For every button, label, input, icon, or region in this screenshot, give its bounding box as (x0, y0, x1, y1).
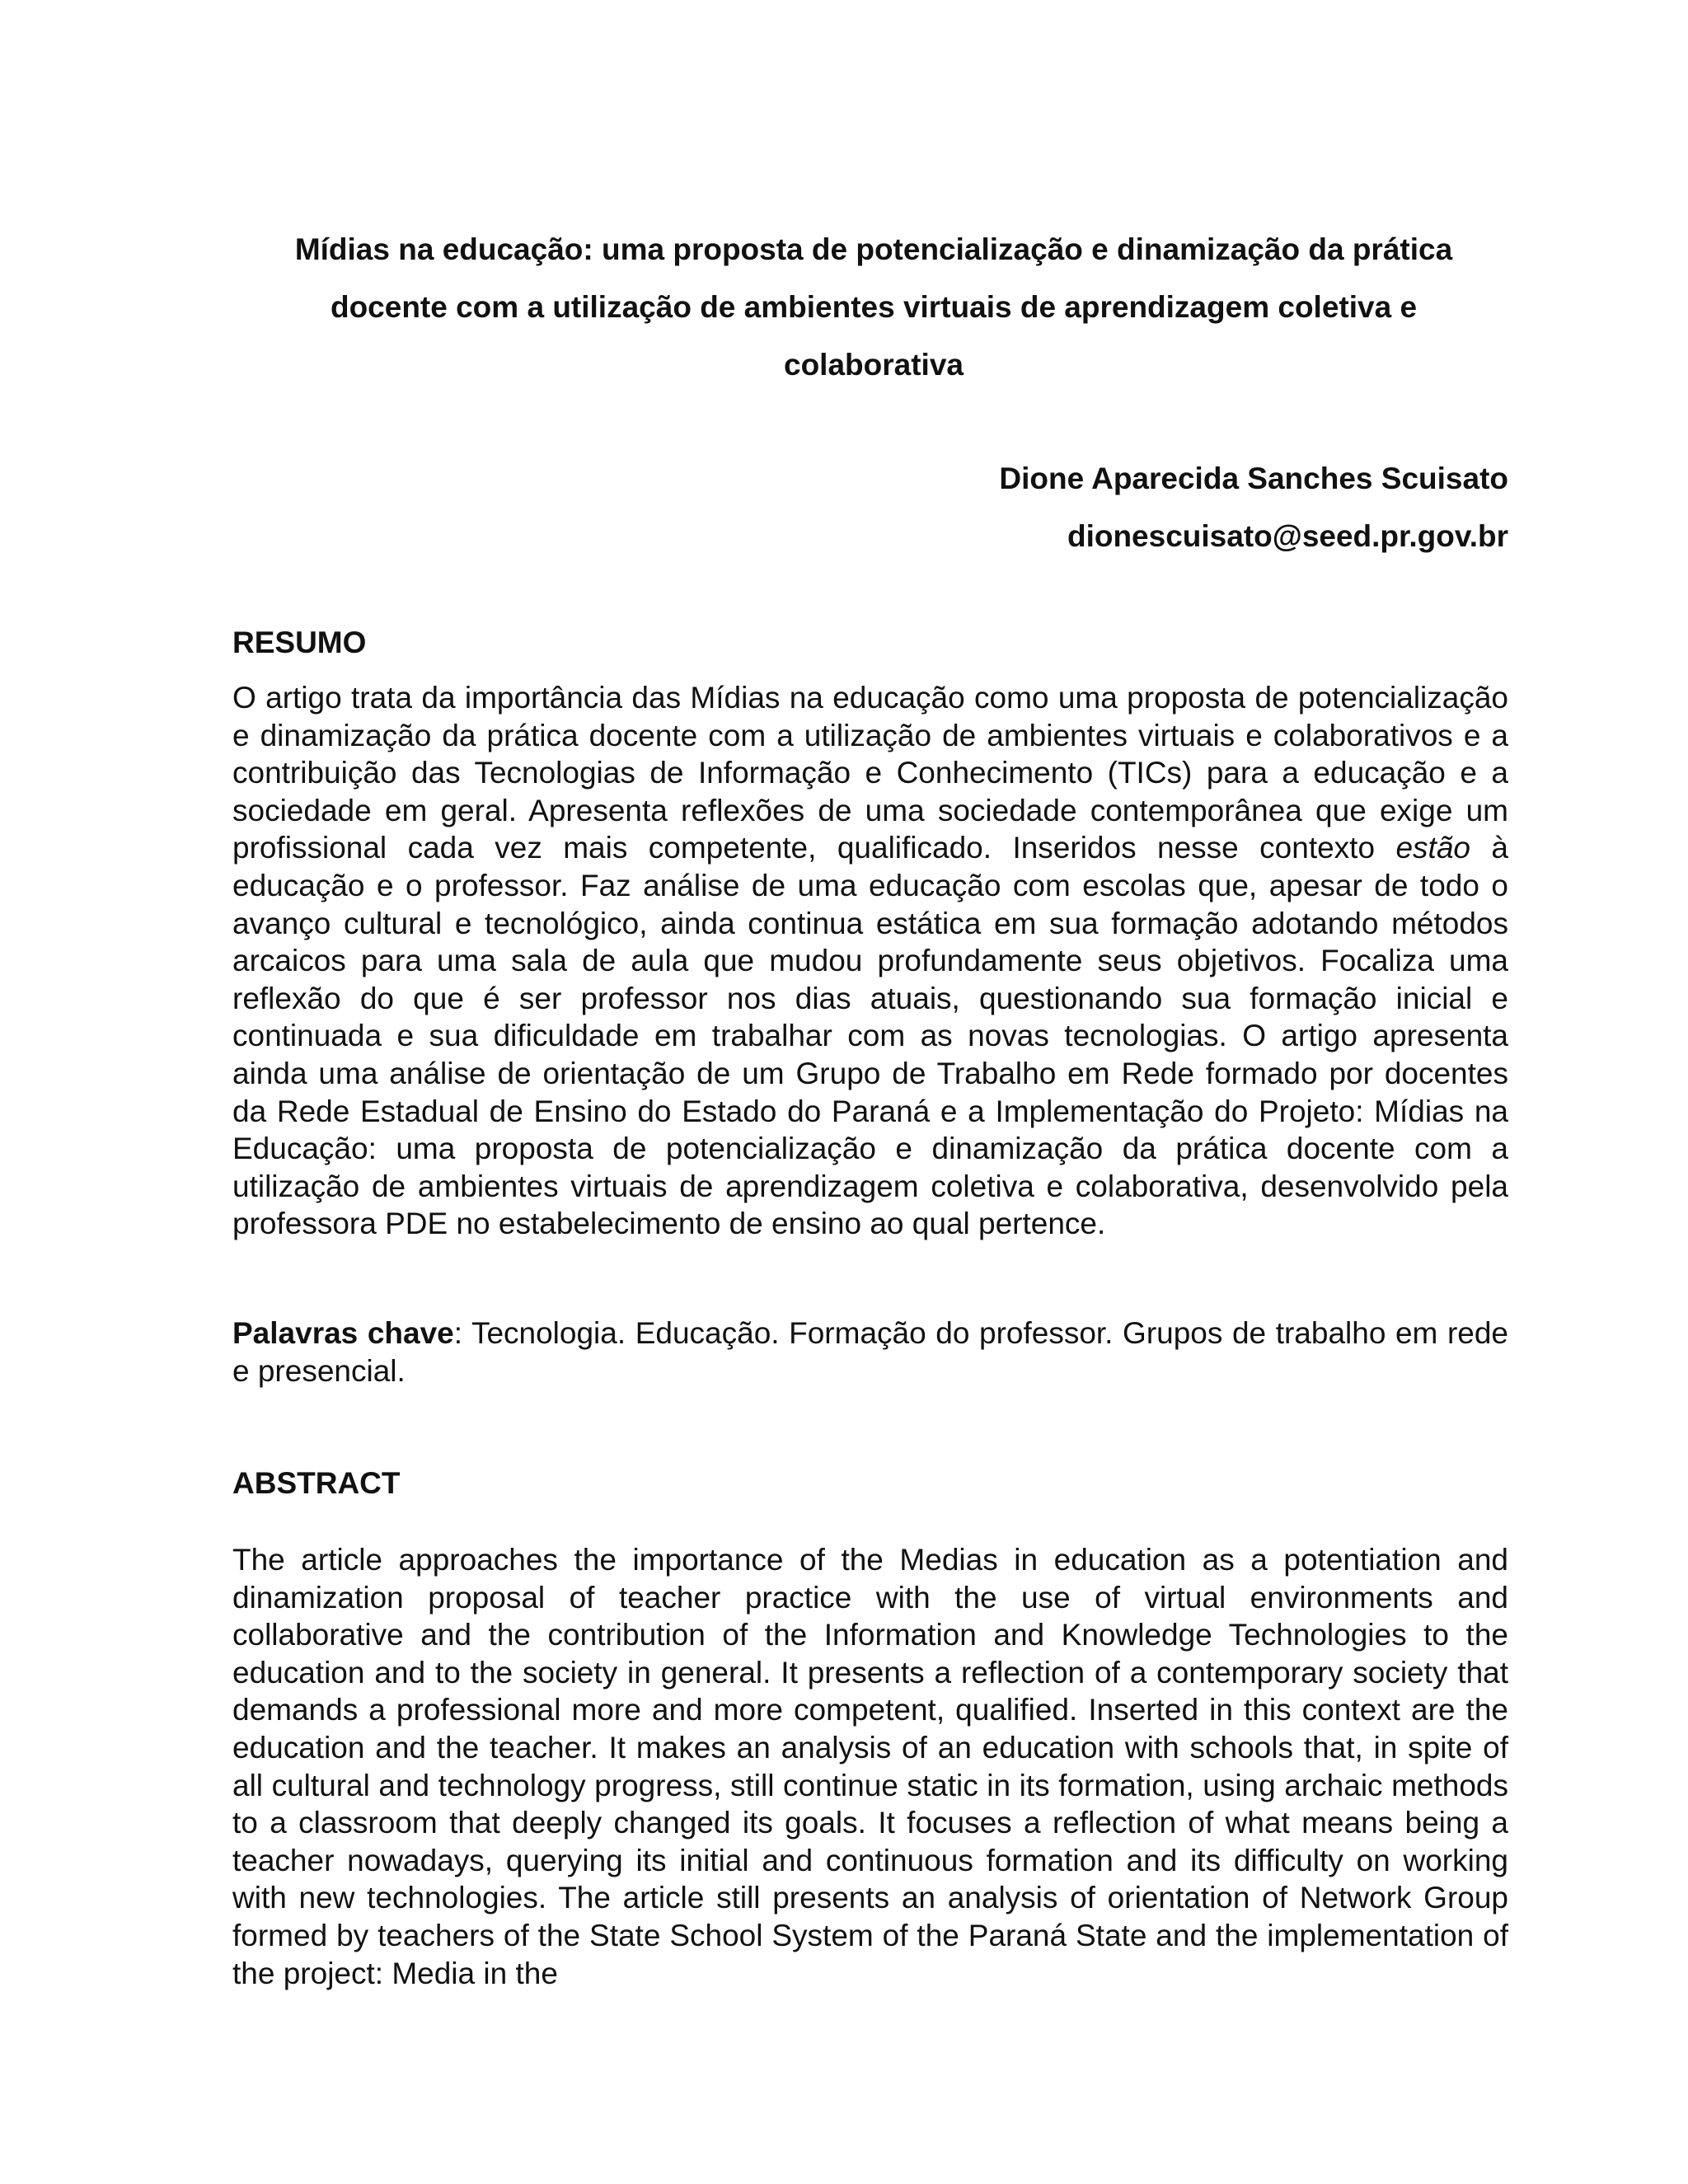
author-name: Dione Aparecida Sanches Scuisato (999, 462, 1508, 495)
abstract-heading: ABSTRACT (232, 1466, 401, 1500)
abstract-paragraph: The article approaches the importance of the Medias in education as a potentiation and dinamization proposal of teacher practice with the use of virtual environments and collaborative and the contribution of the Information and Knowledge Technologies to the education and to the society in general. It presents a reflection of a contemporary society that demands a professional more and more competent, qualified. Inserted in this context are the education and the teacher. It makes an analysis of an education with schools that, in spite of all cultural and technology progress, still continue static in its formation, using archaic methods to a classroom that deeply changed its goals. It focuses a reflection of what means being a teacher nowadays, querying its initial and continuous formation and its difficulty on working with new technologies. The article still presents an analysis of orientation of Network Group formed by teachers of the State School System of the Paraná State and the implementation of the project: Media in the (232, 1543, 1508, 1990)
title-line-3: colaborativa (784, 348, 964, 382)
resumo-paragraph (232, 679, 1508, 1243)
paper-title (239, 221, 1508, 394)
title-line-2: docente com a utilização de ambientes virtuais de aprendizagem coletiva e (330, 290, 1418, 324)
keywords-text: : Tecnologia. Educação. Formação do professor. Grupos de trabalho em rede e presencial. (232, 1316, 1509, 1388)
keywords-label: Palavras chave (232, 1316, 454, 1350)
resumo-text-part-1: O artigo trata da importância das Mídias na educação como uma proposta de potencialização e dinamização da prática docente com a utilização de ambientes virtuais e colaborativos e a contribuição das Tecnologias de Informação e Conhecimento (TICs) para a educação e a sociedade em geral. Apresenta reflexões de uma sociedade contemporânea que exige um profissional cada vez mais competente, qualificado. Inseridos nesse contexto (232, 681, 1508, 865)
resumo-text-italic: estão (1395, 831, 1470, 865)
resumo-text-part-2: à educação e o professor. Faz análise de uma educação com escolas que, apesar de todo o avanço cultural e tecnológico, ainda continua estática em sua formação adotando métodos arcaicos para uma sala de aula que mudou profundamente seus objetivos. Focaliza uma reflexão do que é ser professor nos dias atuais, questionando sua formação inicial e continuada e sua dificuldade em trabalhar com as novas tecnologias. O artigo apresenta ainda uma análise de orientação de um Grupo de Trabalho em Rede formado por docentes da Rede Estadual de Ensino do Estado do Paraná e a Implementação do Projeto: Mídias na Educação: uma proposta de potencialização e dinamização da prática docente com a utilização de ambientes virtuais de aprendizagem coletiva e colaborativa, desenvolvido pela professora PDE no estabelecimento de ensino ao qual pertence. (232, 831, 1508, 1241)
author-block (999, 450, 1508, 565)
author-email: dionescuisato@seed.pr.gov.br (1067, 519, 1508, 553)
resumo-heading: RESUMO (232, 626, 367, 659)
keywords-paragraph (232, 1315, 1508, 1390)
title-line-1: Mídias na educação: uma proposta de potencialização e dinamização da prática (294, 232, 1453, 266)
